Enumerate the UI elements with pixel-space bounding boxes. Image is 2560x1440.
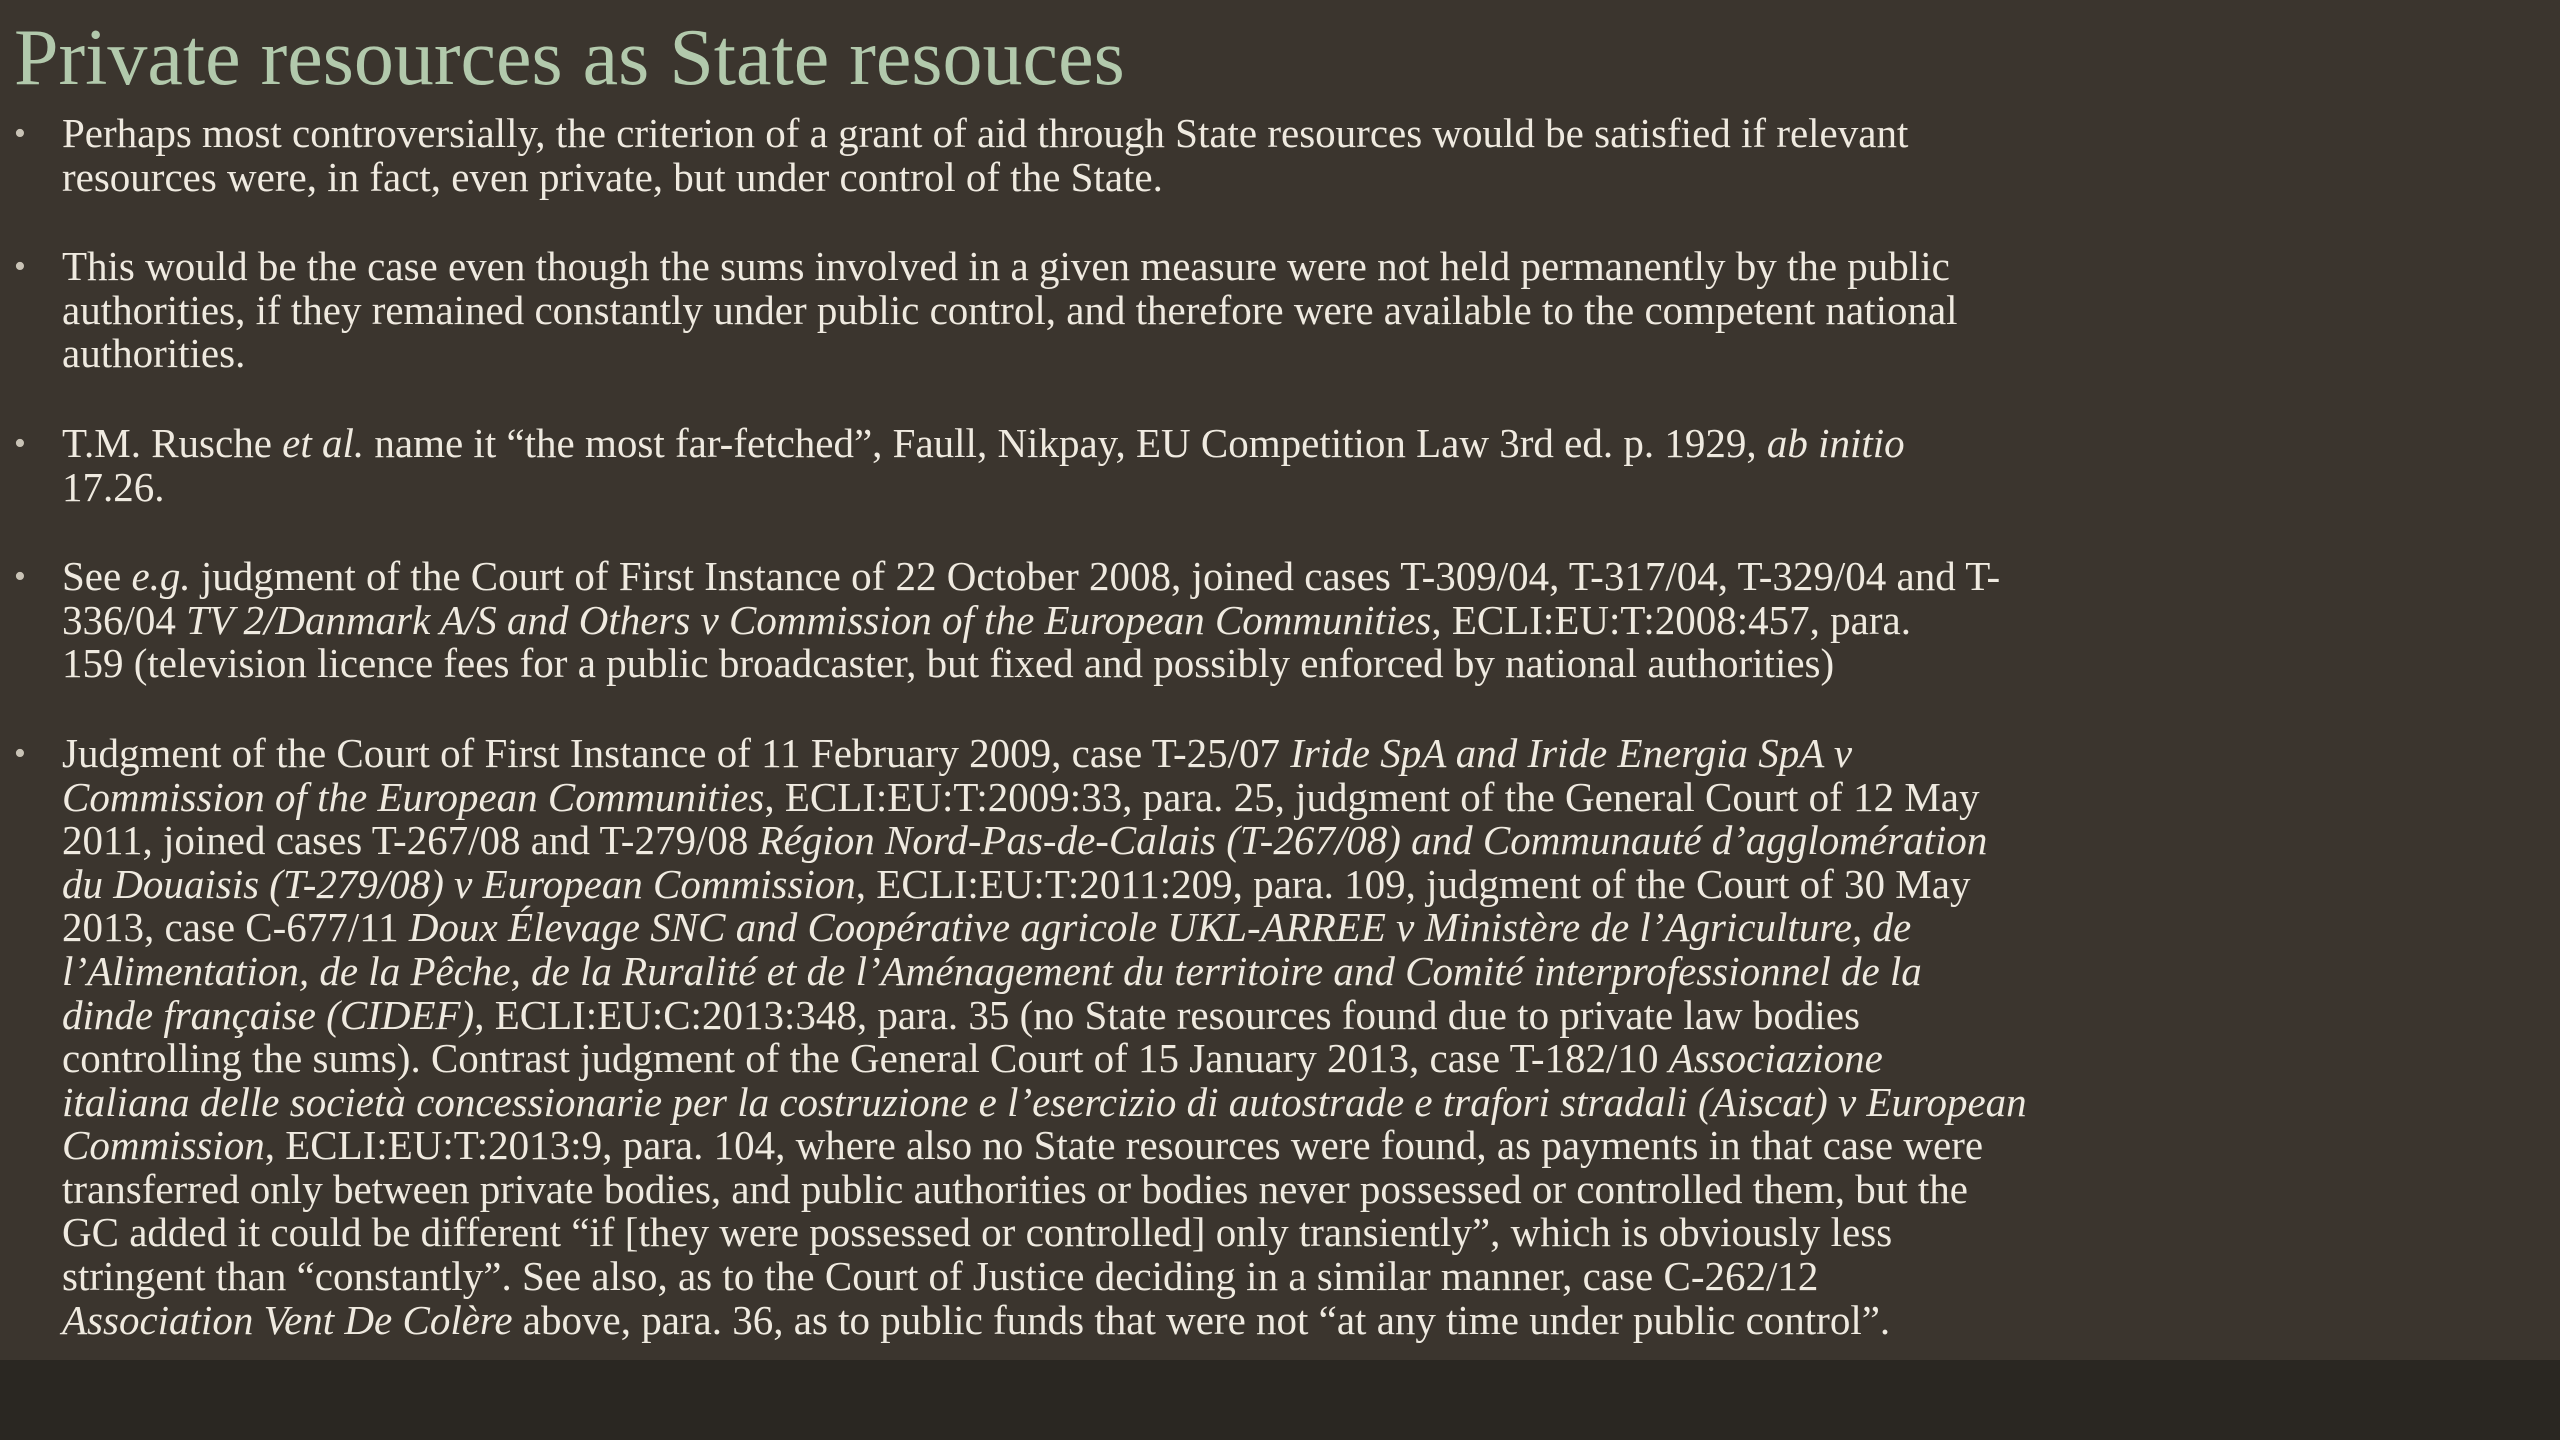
bullet-line <box>62 1255 2540 1299</box>
text-run: 2011, joined cases T-267/08 and T-279/08 <box>62 817 759 864</box>
bullet-line <box>62 596 2540 643</box>
italic-text: Doux Élevage SNC and Coopérative agricole UKL-ARREE v Ministère de l’Agriculture, de <box>408 904 1912 951</box>
bullet-item <box>0 112 2560 199</box>
italic-text: Région Nord-Pas-de-Calais (T-267/08) and Communauté d’agglomération <box>758 817 1988 864</box>
bullet-line <box>62 1296 2540 1343</box>
bullet-item <box>0 555 2560 686</box>
text-run: stringent than “constantly”. See also, as to the Court of Justice deciding in a similar manner, case C-262/12 <box>62 1253 1819 1300</box>
text-run: name it “the most far-fetched”, Faull, Nikpay, EU Competition Law 3rd ed. p. 1929, <box>364 419 1767 466</box>
slide-title: Private resources as State resouces <box>14 14 1125 102</box>
text-run: Judgment of the Court of First Instance of 11 February 2009, case T-25/07 <box>62 729 1291 776</box>
bullet-marker: • <box>14 424 26 462</box>
text-run: controlling the sums). Contrast judgment of the General Court of 15 January 2013, case T-182/10 <box>62 1035 1669 1082</box>
bullet-item <box>0 419 2560 510</box>
italic-text: Iride SpA and Iride Energia SpA v <box>1290 729 1853 776</box>
bullet-line <box>62 729 2540 776</box>
bullet-line <box>62 245 2540 289</box>
bullet-line <box>62 860 2540 907</box>
bullet-line <box>62 463 2540 510</box>
italic-text: Association Vent De Colère <box>62 1296 513 1343</box>
italic-text: Commission <box>62 1122 265 1169</box>
text-run: , ECLI:EU:T:2008:457, para. <box>1431 596 1911 643</box>
bullet-line <box>62 906 2540 950</box>
bullet-line <box>62 419 2540 466</box>
text-run: Perhaps most controversially, the criterion of a grant of aid through State resources would be satisfied if relevant <box>62 110 1909 156</box>
bullet-line <box>62 819 2540 863</box>
text-run: 159 (television licence fees for a public broadcaster, but fixed and possibly enforced by national authorities) <box>62 640 1835 687</box>
text-run: GC added it could be different “if [they were possessed or controlled] only transiently”, which is obviously less <box>62 1209 1893 1256</box>
text-run: See <box>62 553 132 600</box>
text-run: , ECLI:EU:T:2011:209, para. 109, judgment of the Court of 30 May <box>855 860 1971 907</box>
text-run: This would be the case even though the sums involved in a given measure were not held permanently by the public <box>62 243 1950 290</box>
bullet-line <box>62 112 2540 156</box>
bullet-list <box>0 112 2560 1388</box>
bullet-item <box>0 245 2560 376</box>
bullet-line <box>62 1124 2540 1168</box>
italic-text: Associazione <box>1668 1035 1883 1082</box>
italic-text: dinde française (CIDEF) <box>62 991 475 1038</box>
text-run: 2013, case C-677/11 <box>62 904 409 951</box>
bullet-line <box>62 1211 2540 1255</box>
bullet-line <box>62 153 2540 200</box>
italic-text: ab initio <box>1766 419 1905 466</box>
text-run: T.M. Rusche <box>62 419 283 466</box>
bullet-marker: • <box>14 248 26 286</box>
text-run: , ECLI:EU:C:2013:348, para. 35 (no State resources found due to private law bodies <box>474 991 1860 1038</box>
bullet-line <box>62 947 2540 994</box>
text-run: above, para. 36, as to public funds that were not “at any time under public control”. <box>512 1296 1891 1343</box>
bullet-line <box>62 286 2540 333</box>
italic-text: italiana delle società concessionarie per la costruzione e l’esercizio di autostrade e trafori stradali (Aiscat) v European <box>62 1078 2027 1125</box>
italic-text: et al. <box>282 419 365 466</box>
text-run: authorities. <box>62 330 246 377</box>
bullet-marker: • <box>14 558 26 596</box>
italic-text: TV 2/Danmark A/S and Others v Commission of the European Communities <box>186 596 1432 643</box>
text-run: 336/04 <box>62 596 187 643</box>
text-run: authorities, if they remained constantly under public control, and therefore were available to the competent national <box>62 286 1958 333</box>
bullet-line <box>62 642 2540 686</box>
bullet-marker: • <box>14 115 26 152</box>
bullet-line <box>62 991 2540 1038</box>
text-run: 17.26. <box>62 463 165 510</box>
bullet-marker: • <box>14 734 26 772</box>
bullet-line <box>62 773 2540 820</box>
italic-text: e.g. <box>131 553 191 600</box>
text-run: , ECLI:EU:T:2009:33, para. 25, judgment of the General Court of 12 May <box>764 773 1980 820</box>
bullet-line <box>62 1037 2540 1081</box>
italic-text: Commission of the European Communities <box>62 773 765 820</box>
bullet-line <box>62 555 2540 599</box>
bullet-line <box>62 332 2540 376</box>
text-run: judgment of the Court of First Instance of 22 October 2008, joined cases T-309/04, T-317/04, T-329/04 and T- <box>190 553 2001 600</box>
bullet-line <box>62 1165 2540 1212</box>
bullet-item <box>0 729 2560 1343</box>
text-run: , ECLI:EU:T:2013:9, para. 104, where also no State resources were found, as payments in that case were <box>264 1122 1984 1169</box>
text-run: transferred only between private bodies, and public authorities or bodies never possessed or controlled them, but the <box>62 1165 1968 1212</box>
text-run: resources were, in fact, even private, but under control of the State. <box>62 153 1163 200</box>
bottom-band <box>0 1360 2560 1440</box>
italic-text: l’Alimentation, de la Pêche, de la Ruralité et de l’Aménagement du territoire and Comité interprofessionnel de la <box>62 947 1922 994</box>
bullet-line <box>62 1078 2540 1125</box>
italic-text: du Douaisis (T-279/08) v European Commission <box>62 860 856 907</box>
